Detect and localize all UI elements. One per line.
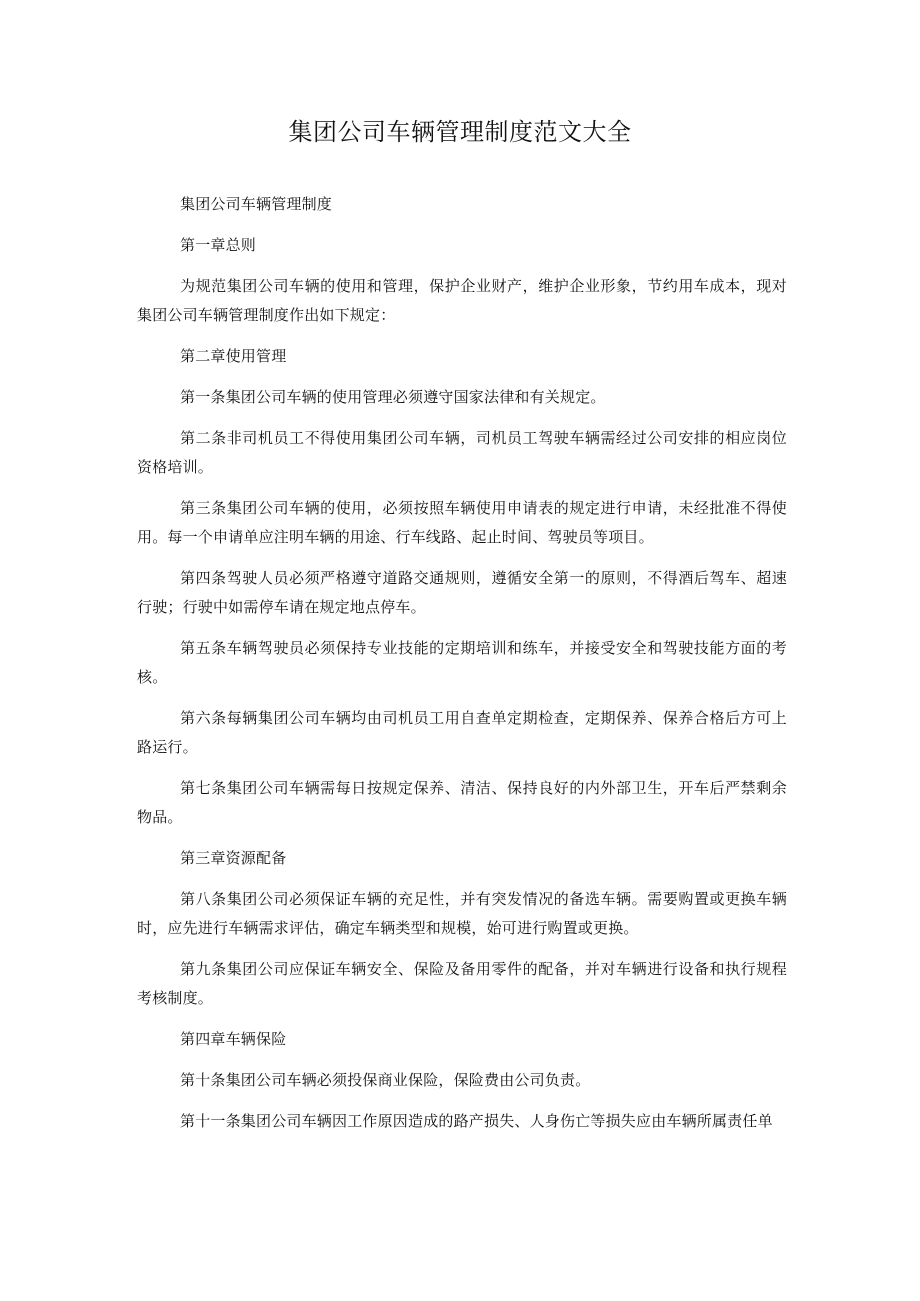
article-10: 第十条集团公司车辆必须投保商业保险，保险费由公司负责。 bbox=[180, 1071, 591, 1089]
paragraph-intro: 为规范集团公司车辆的使用和管理，保护企业财产，维护企业形象，节约用车成本，现对集团公司车辆管理制度作出如下规定： bbox=[137, 277, 787, 324]
article-3: 第三条集团公司车辆的使用，必须按照车辆使用申请表的规定进行申请，未经批准不得使用。每一个申请单应注明车辆的用途、行车线路、起止时间、驾驶员等项目。 bbox=[137, 499, 787, 546]
paragraph-subtitle: 集团公司车辆管理制度 bbox=[180, 195, 333, 213]
article-2: 第二条非司机员工不得使用集团公司车辆，司机员工驾驶车辆需经过公司安排的相应岗位资格培训。 bbox=[137, 429, 787, 476]
article-11: 第十一条集团公司车辆因工作原因造成的路产损失、人身伤亡等损失应由车辆所属责任单 bbox=[180, 1112, 773, 1130]
chapter-heading-3: 第三章资源配备 bbox=[180, 849, 287, 867]
article-1: 第一条集团公司车辆的使用管理必须遵守国家法律和有关规定。 bbox=[180, 388, 606, 406]
document-title: 集团公司车辆管理制度范文大全 bbox=[288, 118, 632, 146]
article-6: 第六条每辆集团公司车辆均由司机员工用自查单定期检查，定期保养、保养合格后方可上路运行。 bbox=[137, 709, 787, 756]
article-4: 第四条驾驶人员必须严格遵守道路交通规则，遵循安全第一的原则，不得酒后驾车、超速行驶；行驶中如需停车请在规定地点停车。 bbox=[137, 569, 787, 616]
chapter-heading-4: 第四章车辆保险 bbox=[180, 1030, 287, 1048]
article-7: 第七条集团公司车辆需每日按规定保养、清洁、保持良好的内外部卫生，开车后严禁剩余物品。 bbox=[137, 779, 787, 826]
article-9: 第九条集团公司应保证车辆安全、保险及备用零件的配备，并对车辆进行设备和执行规程考核制度。 bbox=[137, 960, 787, 1007]
chapter-heading-2: 第二章使用管理 bbox=[180, 347, 287, 365]
chapter-heading-1: 第一章总则 bbox=[180, 236, 257, 254]
article-8: 第八条集团公司必须保证车辆的充足性，并有突发情况的备选车辆。需要购置或更换车辆时，应先进行车辆需求评估，确定车辆类型和规模，始可进行购置或更换。 bbox=[137, 890, 787, 937]
article-5: 第五条车辆驾驶员必须保持专业技能的定期培训和练车，并接受安全和驾驶技能方面的考核。 bbox=[137, 639, 787, 686]
document-body bbox=[137, 190, 787, 1148]
